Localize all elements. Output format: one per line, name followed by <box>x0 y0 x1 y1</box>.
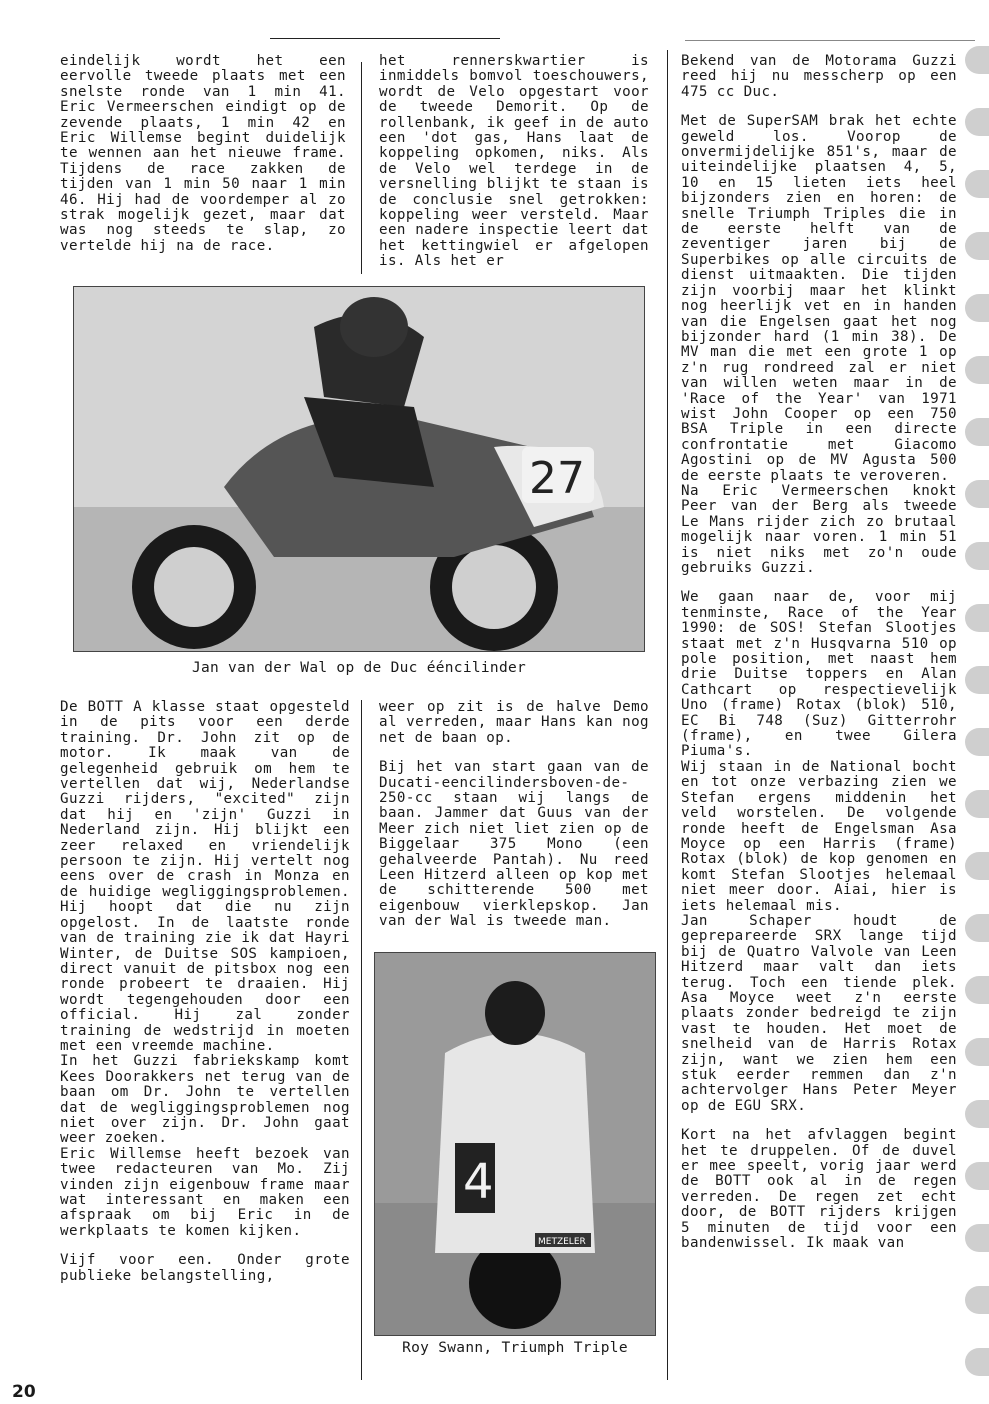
column-rule-1-bottom <box>361 700 362 1380</box>
motorcycle-illustration <box>375 953 656 1336</box>
paragraph: Bij het van start gaan van de Ducati-eencilindersboven-de-250-cc staan wij langs de baan. Jammer dat Guus van der Meer zich niet liet zien op de Biggelaar 375 Mono (een gehalveerde Pantah). Nu reed Leen Hitzerd alleen op kop met de schitterende 500 met eigenbouw vierklepskop. Jan van der Wal is tweede man. <box>379 759 649 930</box>
binder-hole <box>965 728 989 756</box>
paragraph: Eric Willemse heeft bezoek van twee redacteuren van Mo. Zij vinden zijn eigenbouw frame maar wat interessant en maken een afspraak om bij Eric in de werkplaats te komen kijken. <box>60 1145 350 1239</box>
binder-hole <box>965 108 989 136</box>
column-2-top <box>379 54 649 270</box>
column-1-top <box>60 54 346 254</box>
paragraph: Na Eric Vermeerschen knokt Peer van der Berg als tweede Le Mans rijder zich zo brutaal mogelijk naar voren. 1 min 51 is niet niks met zo'n oude gebruiks Guzzi. <box>681 482 957 576</box>
binder-hole <box>965 418 989 446</box>
photo-caption: Jan van der Wal op de Duc ééncilinder <box>191 660 527 676</box>
paragraph: eindelijk wordt het een eervolle tweede plaats met een snelste ronde van 1 min 41. Eric Vermeerschen eindigt op de zevende plaats, 1 min 42 en Eric Willemse begint duidelijk te wennen aan het nieuwe frame. Tijdens de race zakken de tijden van 1 min 50 naar 1 min 46. Hij had de voordemper al zo strak mogelijk gezet, maar dat was nog steeds te slap, zo vertelde hij na de race. <box>60 53 346 254</box>
binder-hole <box>965 1224 989 1252</box>
paragraph: We gaan naar de, voor mij tenminste, Race of the Year 1990: de SOS! Stefan Slootjes staat met z'n Husqvarna 510 op pole position, met naast hem drie Duitse toppers en Alan Cathcart op respectievelijk Uno (frame) Rotax (blok) 510, EC Bi 748 (Suz) Gitterrohr (frame), en twee Gilera Piuma's. <box>681 589 957 760</box>
column-rule-1-top <box>361 62 362 274</box>
binder-holes <box>959 0 989 1404</box>
column-3 <box>681 54 957 1251</box>
binder-hole <box>965 1348 989 1376</box>
binder-hole <box>965 356 989 384</box>
fairing-text: METZELER <box>538 1237 586 1247</box>
race-number: 4 <box>463 1154 494 1210</box>
binder-hole <box>965 232 989 260</box>
photo-triumph-triple <box>374 952 656 1336</box>
paragraph: Jan Schaper houdt de geprepareerde SRX lange tijd bij de Quatro Valvole van Leen Hitzerd maar valt dan iets terug. Toch een tiende plek. Asa Moyce weet z'n eerste plaats zonder bedreigd te zijn vast te houden. Het moet de snelheid van de Harris Rotax zijn, want we zien hem een stuk eerder remmen dan z'n achtervolger Hans Peter Meyer op de EGU SRX. <box>681 912 957 1114</box>
binder-hole <box>965 480 989 508</box>
paragraph: Wij staan in de National bocht en tot onze verbazing zien we Stefan ergens middenin het veld worstelen. De volgende ronde heeft de Engelsman Asa Moyce op een Harris (frame) Rotax (blok) de kop genomen en komt Stefan Slootjes helemaal niet meer door. Aiai, hier is iets helemaal mis. <box>681 758 957 914</box>
column-rule-2 <box>667 50 668 1380</box>
binder-hole <box>965 170 989 198</box>
column-1-bottom <box>60 700 350 1284</box>
binder-hole <box>965 542 989 570</box>
binder-hole <box>965 1162 989 1190</box>
paragraph: Vijf voor een. Onder grote publieke belangstelling, <box>60 1252 350 1284</box>
binder-hole <box>965 604 989 632</box>
binder-hole <box>965 294 989 322</box>
race-number: 27 <box>529 453 585 504</box>
binder-hole <box>965 46 989 74</box>
paragraph: In het Guzzi fabriekskamp komt Kees Doorakkers net terug van de baan om Dr. John te vertellen dat de wegliggingsproblemen nog niet over zijn. Dr. John gaat weer zoeken. <box>60 1053 350 1147</box>
binder-hole <box>965 790 989 818</box>
column-2-bottom <box>379 700 649 930</box>
paragraph: weer op zit is de halve Demo al verreden, maar Hans kan nog net de baan op. <box>379 699 649 746</box>
binder-hole <box>965 976 989 1004</box>
binder-hole <box>965 1038 989 1066</box>
paragraph: het rennerskwartier is inmiddels bomvol toeschouwers, wordt de Velo opgestart voor de tweede Demorit. Op de rollenbank, ik geef in de auto een 'dot gas, Hans laat de koppeling opkomen, niks. Als de Velo wel terdege in de versnelling blijkt te staan is de conclusie snel getrokken: koppeling weer versteld. Maar een nadere inspectie leert dat het kettingwiel er afgelopen is. Als het er <box>379 53 649 270</box>
photo-caption: Roy Swann, Triumph Triple <box>402 1340 628 1356</box>
paragraph: Kort na het afvlaggen begint het te druppelen. Of de duvel er mee speelt, vorig jaar werd de BOTT ook al in de regen verreden. De regen zet echt door, de BOTT rijders krijgen 5 minuten de tijd voor een bandenwissel. Ik maak van <box>681 1127 957 1252</box>
binder-hole <box>965 1286 989 1314</box>
binder-hole <box>965 666 989 694</box>
page-number: 20 <box>12 1382 36 1402</box>
motorcycle-illustration <box>74 287 645 652</box>
binder-hole <box>965 852 989 880</box>
top-rule-left <box>270 38 500 39</box>
paragraph: De BOTT A klasse staat opgesteld in de pits voor een derde training. Dr. John zit op de motor. Ik maak van de gelegenheid gebruik om hem te vertellen dat wij, Nederlandse Guzzi rijders, "excited" zijn dat hij en 'zijn' Guzzi in Nederland zijn. Hij blijkt een zeer relaxed en vriendelijk persoon te zijn. Hij vertelt nog eens over de crash in Monza en de huidige wegliggingsproblemen. Hij hoopt dat die nu zijn opgelost. In de laatste ronde van de training zie ik dat Hayri Winter, de Duitse SOS kampioen, direct vanuit de pitsbox nog een ronde probeert te draaien. Hij wordt tegengehouden door een official. Hij zal zonder training de wedstrijd in moeten met een vreemde machine. <box>60 699 350 1054</box>
paragraph: Met de SuperSAM brak het echte geweld los. Voorop de onvermijdelijke 851's, maar de uiteindelijke plaatsen 4, 5, 10 en 15 lieten iets heel bijzonders zien en horen: de snelle Triumph Triples die in de eerste helft van de zeventiger jaren bij de Superbikes op alle circuits de dienst uitmaakten. Die tijden zijn voorbij maar het klinkt nog heerlijk vet en in handen van die Engelsen gaat het nog bijzonder hard (1 min 38). De MV man die met een grote 1 op z'n rug rondreed zal er niet van willen weten maar in de 'Race of the Year' van 1971 wist John Cooper op een 750 BSA Triple in een directe confrontatie met Giacomo Agostini op de MV Agusta 500 de eerste plaats te veroveren. <box>681 113 957 484</box>
photo-motorcycle-racer-27 <box>73 286 645 652</box>
binder-hole <box>965 1100 989 1128</box>
binder-hole <box>965 914 989 942</box>
top-rule-right <box>685 40 975 41</box>
paragraph: Bekend van de Motorama Guzzi reed hij nu messcherp op een 475 cc Duc. <box>681 53 957 100</box>
